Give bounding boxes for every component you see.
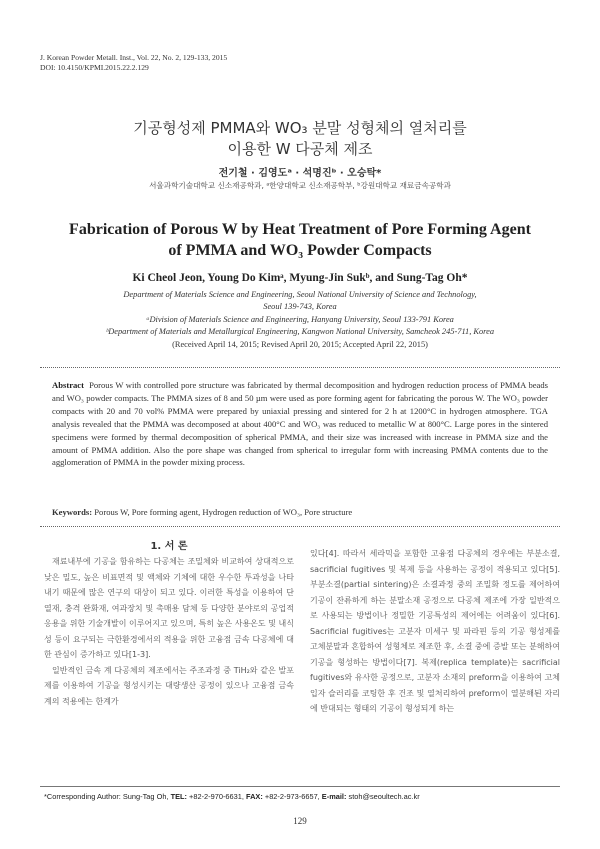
page-number: 129 — [293, 816, 307, 826]
english-authors: Ki Cheol Jeon, Young Do Kimᵃ, Myung-Jin Sukᵇ, and Sung-Tag Oh* — [132, 272, 468, 284]
left-column — [44, 540, 294, 709]
korean-title-line1: 기공형성제 PMMA와 WO₃ 분말 성형체의 열처리를 — [133, 119, 467, 137]
footnote-rule — [40, 786, 560, 787]
abstract-text: Porous W with controlled pore structure was fabricated by thermal decomposition and hydrogen reduction process of PMMA beads and WO₃ powder compacts. The PMMA sizes of 8 and 50 µm were used as pore forming agent for fabricating the porous W. The WO₃ powder compacts with 20 and 70 vol% PMMA were prepared by uniaxial pressing and sintered for 2 h at 1200°C in hydrogen atmosphere. TGA analysis revealed that the PMMA was decomposed at about 400°C and WO₃ was reduced to metallic W at 800°C. Large pores in the sintered specimens were formed by thermal decomposition of spherical PMMA, and their size was increased with increase in PMMA size and the amount of PMMA addition. Also the pore shape was changed from spherical to irregular form with increasing PMMA contents due to the agglomeration of PMMA in the powder mixing process. — [52, 380, 549, 468]
english-affiliations — [0, 289, 600, 351]
affiliation-3: ᵇDepartment of Materials and Metallurgical Engineering, Kangwon National University, Samcheok 245-711, Korea — [105, 327, 495, 337]
journal-header — [40, 53, 227, 73]
english-title-line1: Fabrication of Porous W by Heat Treatment of Pore Forming Agent — [69, 221, 531, 238]
korean-title-line2: 이용한 W 다공체 제조 — [227, 140, 373, 158]
tel-label: TEL: — [170, 792, 187, 801]
english-title-line2: of PMMA and WO₃ Powder Compacts — [168, 242, 432, 259]
affiliation-1-address: Seoul 139-743, Korea — [263, 302, 337, 312]
right-paragraph-1: 있다[4]. 따라서 세라믹을 포함한 고융점 다공체의 경우에는 부분소결, sacrificial fugitives 및 복제 등을 사용하는 공정이 적용되고 있다[5]. 부분소결(partial sintering)은 소결과정 중의 조밀화 정도를 제어하여 기공이 잔류하게 하는 분말소재 공정으로 다공체 제조에 가장 일반적으로 사용되는 방법이나 정밀한 기공특성의 제어에는 어려움이 있다[6]. Sacrificial fugitives는 고분자 미세구 및 파라핀 등의 기공 형성제를 고체분말과 혼합하여 성형체로 제조한 후, 소결 중에 증발 또는 분해하여 기공을 형성하는 방법이다[7]. 복제(replica template)는 sacrificial fugitives와 유사한 공정으로, 고분자 소재의 preform을 이용하여 고체입자 슬러리를 코팅한 후 건조 및 열처리하여 preform이 열분해된 자리에 반대되는 형태의 기공이 형성되게 하는 — [310, 549, 560, 713]
keywords-block — [52, 507, 548, 517]
intro-paragraph-2: 일반적인 금속 계 다공체의 제조에서는 주조과정 중 TiH₂와 같은 발포제를 이용하여 기공을 형성시키는 대량생산 공정이 있으나 고융점 금속 계의 적용에는 한계가 — [44, 665, 294, 706]
korean-authors: 전기철 · 김영도ᵃ · 석명진ᵇ · 오승탁* — [218, 168, 382, 179]
keywords-label: Keywords: — [52, 507, 93, 517]
corresponding-author-footnote — [44, 792, 420, 801]
divider-top — [40, 367, 560, 368]
right-column — [310, 546, 560, 717]
korean-title — [0, 118, 600, 160]
affiliation-1: Department of Materials Science and Engineering, Seoul National University of Science and Technology, — [123, 290, 477, 299]
fax-value: +82-2-973-6657, — [264, 792, 320, 801]
journal-doi: DOI: 10.4150/KPMI.2015.22.2.129 — [40, 63, 149, 72]
received-dates: (Received April 14, 2015; Revised April 20, 2015; Accepted April 22, 2015) — [172, 339, 428, 349]
english-title — [0, 219, 600, 261]
footnote-label: *Corresponding Author: Sung-Tag Oh, — [44, 792, 169, 801]
section-heading: 1. 서 론 — [150, 541, 188, 552]
abstract-label: Abstract — [52, 380, 84, 390]
abstract-block — [52, 379, 548, 469]
email-value: stoh@seoultech.ac.kr — [348, 792, 420, 801]
korean-affiliations: 서울과학기술대학교 신소재공학과, ᵃ한양대학교 신소재공학부, ᵇ강원대학교 재료금속공학과 — [149, 181, 451, 190]
fax-label: FAX: — [245, 792, 263, 801]
intro-paragraph-1: 재료내부에 기공을 함유하는 다공체는 조밀체와 비교하여 상대적으로 낮은 밀도, 높은 비표면적 및 액체와 기체에 대한 우수한 투과성을 나타내기 때문에 많은 연구의 대상이 되고 있다. 이러한 특성을 이용하여 단열재, 충격 완화재, 여과장치 및 촉매용 담체 등 다양한 분야로의 공업적 응용을 위한 기술개발이 이루어지고 있으며, 특히 높은 사용온도 및 내식성 등이 요구되는 극한환경에서의 적용을 위한 고융점 금속 다공체에 대한 관심이 증가하고 있다[1-3]. — [44, 557, 294, 659]
keywords-text: Porous W, Pore forming agent, Hydrogen reduction of WO₃, Pore structure — [94, 507, 353, 517]
journal-citation: J. Korean Powder Metall. Inst., Vol. 22, No. 2, 129-133, 2015 — [40, 53, 228, 62]
divider-bottom — [40, 526, 560, 527]
email-label: E-mail: — [321, 792, 347, 801]
affiliation-2: ᵃDivision of Materials Science and Engineering, Hanyang University, Seoul 133-791 Korea — [146, 314, 454, 324]
tel-value: +82-2-970-6631, — [189, 792, 244, 801]
